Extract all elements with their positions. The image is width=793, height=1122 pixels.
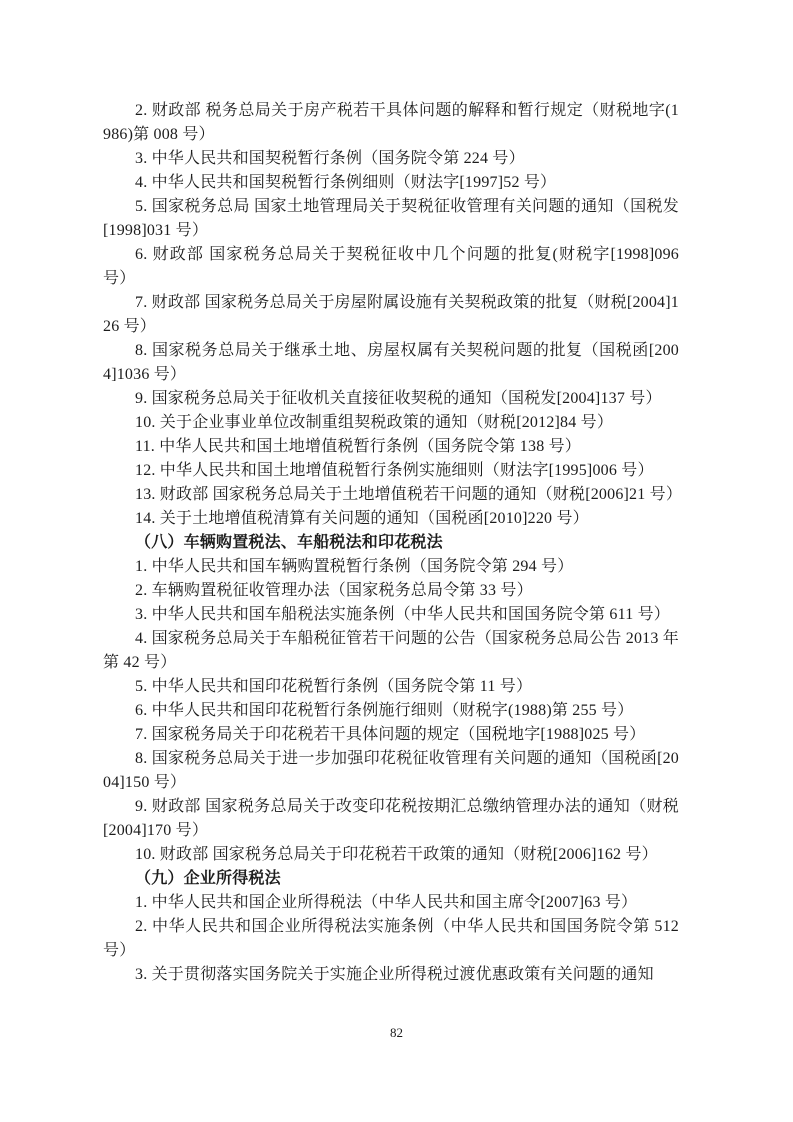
law-list-item: 10. 关于企业事业单位改制重组契税政策的通知（财税[2012]84 号） bbox=[135, 414, 614, 431]
law-list-item: 12. 中华人民共和国土地增值税暂行条例实施细则（财法字[1995]006 号） bbox=[135, 462, 654, 479]
law-list-item: 4. 国家税务总局关于车船税征管若干问题的公告（国家税务总局公告 2013 年第 42 号） bbox=[103, 630, 679, 671]
law-list-item: 9. 国家税务总局关于征收机关直接征收契税的通知（国税发[2004]137 号） bbox=[135, 390, 662, 407]
law-list-item: 4. 中华人民共和国契税暂行条例细则（财法字[1997]52 号） bbox=[135, 174, 557, 191]
law-list-item: 6. 中华人民共和国印花税暂行条例施行细则（财税字(1988)第 255 号） bbox=[135, 702, 634, 719]
law-list-item: 8. 国家税务总局关于进一步加强印花税征收管理有关问题的通知（国税函[2004]150 号） bbox=[103, 750, 679, 791]
section-heading: （八）车辆购置税法、车船税法和印花税法 bbox=[135, 534, 443, 551]
law-list-item: 7. 国家税务局关于印花税若干具体问题的规定（国税地字[1988]025 号） bbox=[135, 726, 646, 743]
law-list-item: 8. 国家税务总局关于继承土地、房屋权属有关契税问题的批复（国税函[2004]1036 号） bbox=[103, 342, 679, 383]
page-number: 82 bbox=[390, 1025, 403, 1040]
law-list-item: 2. 财政部 税务总局关于房产税若干具体问题的解释和暂行规定（财税地字(1986)第 008 号） bbox=[103, 102, 679, 143]
law-list-item: 5. 国家税务总局 国家土地管理局关于契税征收管理有关问题的通知（国税发[1998]031 号） bbox=[103, 198, 679, 239]
page-footer bbox=[0, 1024, 793, 1042]
law-list-item: 9. 财政部 国家税务总局关于改变印花税按期汇总缴纳管理办法的通知（财税[2004]170 号） bbox=[103, 798, 679, 839]
law-list-item: 6. 财政部 国家税务总局关于契税征收中几个问题的批复(财税字[1998]096 号） bbox=[103, 246, 679, 287]
law-list-item: 3. 关于贯彻落实国务院关于实施企业所得税过渡优惠政策有关问题的通知 bbox=[135, 966, 654, 983]
law-list-item: 11. 中华人民共和国土地增值税暂行条例（国务院令第 138 号） bbox=[135, 438, 582, 455]
law-list-item: 3. 中华人民共和国契税暂行条例（国务院令第 224 号） bbox=[135, 150, 525, 167]
document-body bbox=[103, 99, 683, 987]
law-list-item: 13. 财政部 国家税务总局关于土地增值税若干问题的通知（财税[2006]21 号） bbox=[135, 486, 683, 503]
section-heading: （九）企业所得税法 bbox=[135, 870, 281, 887]
law-list-item: 10. 财政部 国家税务总局关于印花税若干政策的通知（财税[2006]162 号） bbox=[135, 846, 658, 863]
law-list-item: 3. 中华人民共和国车船税法实施条例（中华人民共和国国务院令第 611 号） bbox=[135, 606, 671, 623]
law-list-item: 7. 财政部 国家税务总局关于房屋附属设施有关契税政策的批复（财税[2004]126 号） bbox=[103, 294, 679, 335]
law-list-item: 2. 中华人民共和国企业所得税法实施条例（中华人民共和国国务院令第 512 号） bbox=[103, 918, 679, 959]
law-list-item: 1. 中华人民共和国企业所得税法（中华人民共和国主席令[2007]63 号） bbox=[135, 894, 638, 911]
law-list-item: 1. 中华人民共和国车辆购置税暂行条例（国务院令第 294 号） bbox=[135, 558, 574, 575]
law-list-item: 5. 中华人民共和国印花税暂行条例（国务院令第 11 号） bbox=[135, 678, 533, 695]
law-list-item: 14. 关于土地增值税清算有关问题的通知（国税函[2010]220 号） bbox=[135, 510, 589, 527]
law-list-item: 2. 车辆购置税征收管理办法（国家税务总局令第 33 号） bbox=[135, 582, 533, 599]
